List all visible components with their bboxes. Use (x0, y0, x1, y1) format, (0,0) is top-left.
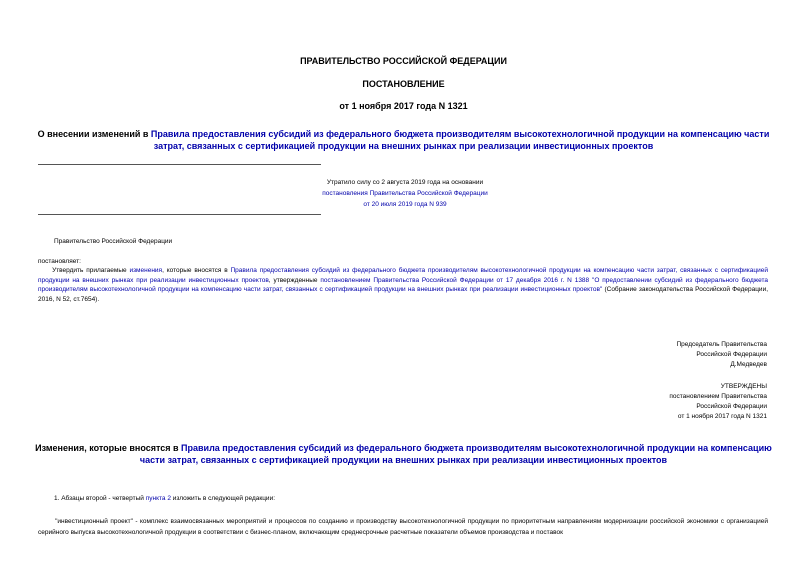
signature-position: Председатель Правительства (676, 341, 767, 348)
item-2-link[interactable]: пункта 2 (145, 495, 171, 502)
divider-bottom (38, 214, 321, 215)
divider-top (38, 164, 321, 165)
item-1-text-a: 1. Абзацы второй - четвертый (54, 495, 146, 502)
status-note-line1: Утратило силу со 2 августа 2019 года на основании (326, 179, 484, 186)
preamble-government: Правительство Российской Федерации (54, 238, 173, 245)
changes-title-prefix: Изменения, которые вносятся в (35, 443, 182, 453)
approved-by: постановлением Правительства (669, 393, 767, 400)
document-type: ПОСТАНОВЛЕНИЕ (362, 79, 445, 89)
para-text-4: (Собрание законодательства Российской Федерации, 2016, N 52, ст.7654). (38, 286, 769, 303)
resolution-1388-link[interactable]: постановлением Правительства Российской Федерации от 17 декабря 2016 г. N 1388 "О предоставлении субсидий из федерального бюджета производителям высокотехнологичной продукции на компенсацию части затрат, связанных с сертификацией продукции на внешних рынках при реализации инвестиционных проектов" (38, 276, 769, 293)
item-1-text-b: изложить в следующей редакции: (170, 495, 276, 502)
approved-date: от 1 ноября 2017 года N 1321 (677, 413, 767, 420)
date-number: от 1 ноября 2017 года N 1321 (339, 101, 468, 111)
title-prefix: О внесении изменений в (37, 129, 151, 139)
status-note-link[interactable] (300, 188, 510, 210)
quoted-paragraph (38, 516, 768, 538)
item-1 (54, 494, 275, 504)
rules-link-inline[interactable]: Правила предоставления субсидий из федерального бюджета производителям высокотехнологичной продукции на компенсацию части затрат, связанных с сертификацией продукции на внешних рынках при реализации инвестиционных проектов (38, 267, 768, 284)
status-note-line2: постановления Правительства Российской Федерации (322, 190, 488, 197)
changes-link[interactable]: изменения (129, 267, 163, 274)
approved-country: Российской Федерации (696, 403, 767, 410)
changes-title (30, 442, 777, 466)
preamble-resolves: постановляет: (38, 258, 81, 265)
rules-link[interactable]: Правила предоставления субсидий из федерального бюджета производителям высокотехнологичной продукции на компенсацию части затрат, связанных с сертификацией продукции на внешних рынках при реализации инвестиционных проектов (150, 129, 770, 151)
approved-block (669, 382, 767, 422)
para-text-2: , которые вносятся в (162, 267, 231, 274)
approved-label: УТВЕРЖДЕНЫ (720, 383, 767, 390)
para-text-3: , утвержденные (268, 276, 321, 284)
changes-rules-link[interactable]: Правила предоставления субсидий из федерального бюджета производителям высокотехнологичной продукции на компенсацию части затрат, связанных с сертификацией продукции на внешних рынках при реализации инвестиционных проектов (139, 443, 772, 465)
quoted-text: "инвестиционный проект" - комплекс взаимосвязанных мероприятий и процессов по созданию и производству высокотехнологичной продукции по приоритетным направлениям модернизации российской экономики с организацией серийного выпуска высокотехнологичной продукции в соответствии с бизнес-планом, включающим среднесрочные расчетные показатели объемов производства и поставок (38, 518, 768, 536)
document-title (30, 128, 777, 152)
signature-country: Российской Федерации (696, 351, 767, 358)
signature-block (676, 340, 767, 370)
signature-name: Д.Медведев (730, 361, 767, 368)
status-note (300, 177, 510, 210)
para-text-1: Утвердить прилагаемые (52, 267, 130, 274)
status-note-line3: от 20 июля 2019 года N 939 (363, 201, 447, 208)
government-heading: ПРАВИТЕЛЬСТВО РОССИЙСКОЙ ФЕДЕРАЦИИ (300, 56, 507, 66)
resolution-paragraph (38, 266, 768, 304)
